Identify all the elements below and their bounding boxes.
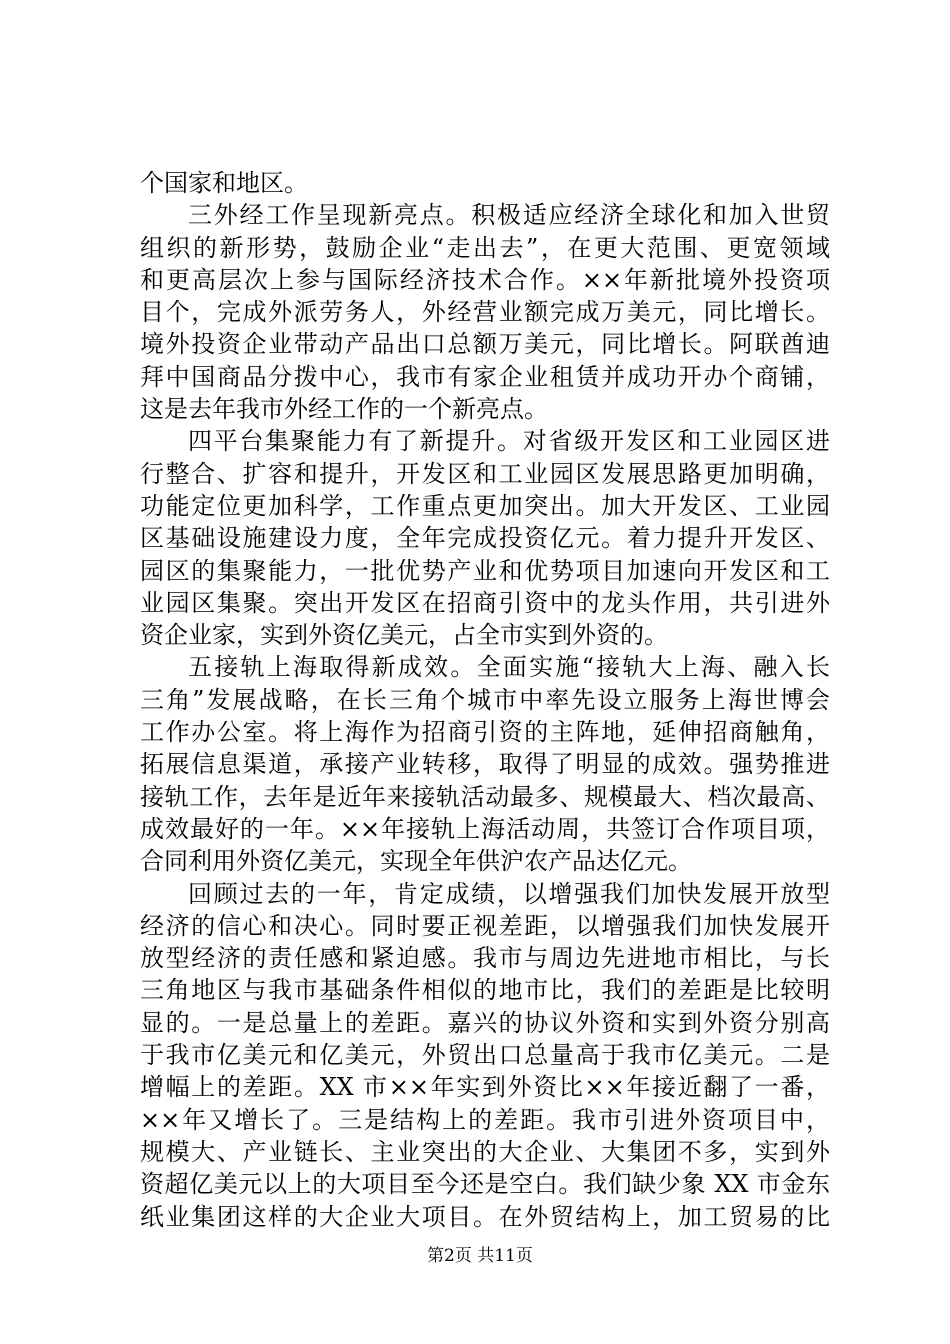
text-line: 拜中国商品分拨中心，我市有家企业租赁并成功开办个商铺， [140,362,830,391]
text-line: 合同利用外资亿美元，实现全年供沪农产品达亿元。 [140,847,692,876]
text-line: 园区的集聚能力，一批优势产业和优势项目加速向开发区和工 [140,556,830,585]
text-line: 拓展信息渠道，承接产业转移，取得了明显的成效。强势推进 [140,750,830,779]
text-line: 功能定位更加科学，工作重点更加突出。加大开发区、工业园 [140,491,830,520]
text-line: 增幅上的差距。XX 市××年实到外资比××年接近翻了一番， [140,1073,830,1102]
text-line: 行整合、扩容和提升，开发区和工业园区发展思路更加明确， [140,459,830,488]
text-line: 五接轨上海取得新成效。全面实施“接轨大上海、融入长 [188,653,830,682]
text-line: 区基础设施建设力度，全年完成投资亿元。着力提升开发区、 [140,524,830,553]
page-number-label: 第2页 共11页 [427,1246,533,1266]
page-body [140,167,830,1233]
text-line: 规模大、产业链长、主业突出的大企业、大集团不多，实到外 [140,1137,830,1166]
text-line: ××年又增长了。三是结构上的差距。我市引进外资项目中， [140,1105,830,1134]
text-line: 工作办公室。将上海作为招商引资的主阵地，延伸招商触角， [140,718,830,747]
text-line: 业园区集聚。突出开发区在招商引资中的龙头作用，共引进外 [140,588,830,617]
text-line: 三外经工作呈现新亮点。积极适应经济全球化和加入世贸 [188,201,830,230]
text-line: 回顾过去的一年，肯定成绩，以增强我们加快发展开放型 [188,879,830,908]
page-footer [427,1244,533,1268]
paragraph [140,167,830,199]
text-line: 组织的新形势，鼓励企业“走出去”，在更大范围、更宽领域 [140,233,830,262]
text-line: 三角地区与我市基础条件相似的地市比，我们的差距是比较明 [140,976,830,1005]
text-line: 于我市亿美元和亿美元，外贸出口总量高于我市亿美元。二是 [140,1041,830,1070]
text-line: 成效最好的一年。××年接轨上海活动周，共签订合作项目项， [140,814,830,843]
text-line: 纸业集团这样的大企业大项目。在外贸结构上，加工贸易的比 [140,1202,830,1231]
paragraph [140,878,830,1233]
text-line: 四平台集聚能力有了新提升。对省级开发区和工业园区进 [188,427,830,456]
text-line: 放型经济的责任感和紧迫感。我市与周边先进地市相比，与长 [140,944,830,973]
text-line: 这是去年我市外经工作的一个新亮点。 [140,395,548,424]
text-line: 显的。一是总量上的差距。嘉兴的协议外资和实到外资分别高 [140,1008,830,1037]
text-line: 经济的信心和决心。同时要正视差距，以增强我们加快发展开 [140,911,830,940]
paragraph [140,651,830,877]
text-line: 三角”发展战略，在长三角个城市中率先设立服务上海世博会 [140,685,830,714]
paragraph [140,425,830,651]
text-line: 接轨工作，去年是近年来接轨活动最多、规模最大、档次最高、 [140,782,830,811]
text-line: 境外投资企业带动产品出口总额万美元，同比增长。阿联酋迪 [140,330,830,359]
text-line: 资超亿美元以上的大项目至今还是空白。我们缺少象 XX 市金东 [140,1170,830,1199]
text-line: 资企业家，实到外资亿美元，占全市实到外资的。 [140,621,668,650]
text-line: 目个，完成外派劳务人，外经营业额完成万美元，同比增长。 [140,298,830,327]
paragraph [140,199,830,425]
text-line: 个国家和地区。 [140,169,308,197]
text-line: 和更高层次上参与国际经济技术合作。××年新批境外投资项 [140,265,830,294]
